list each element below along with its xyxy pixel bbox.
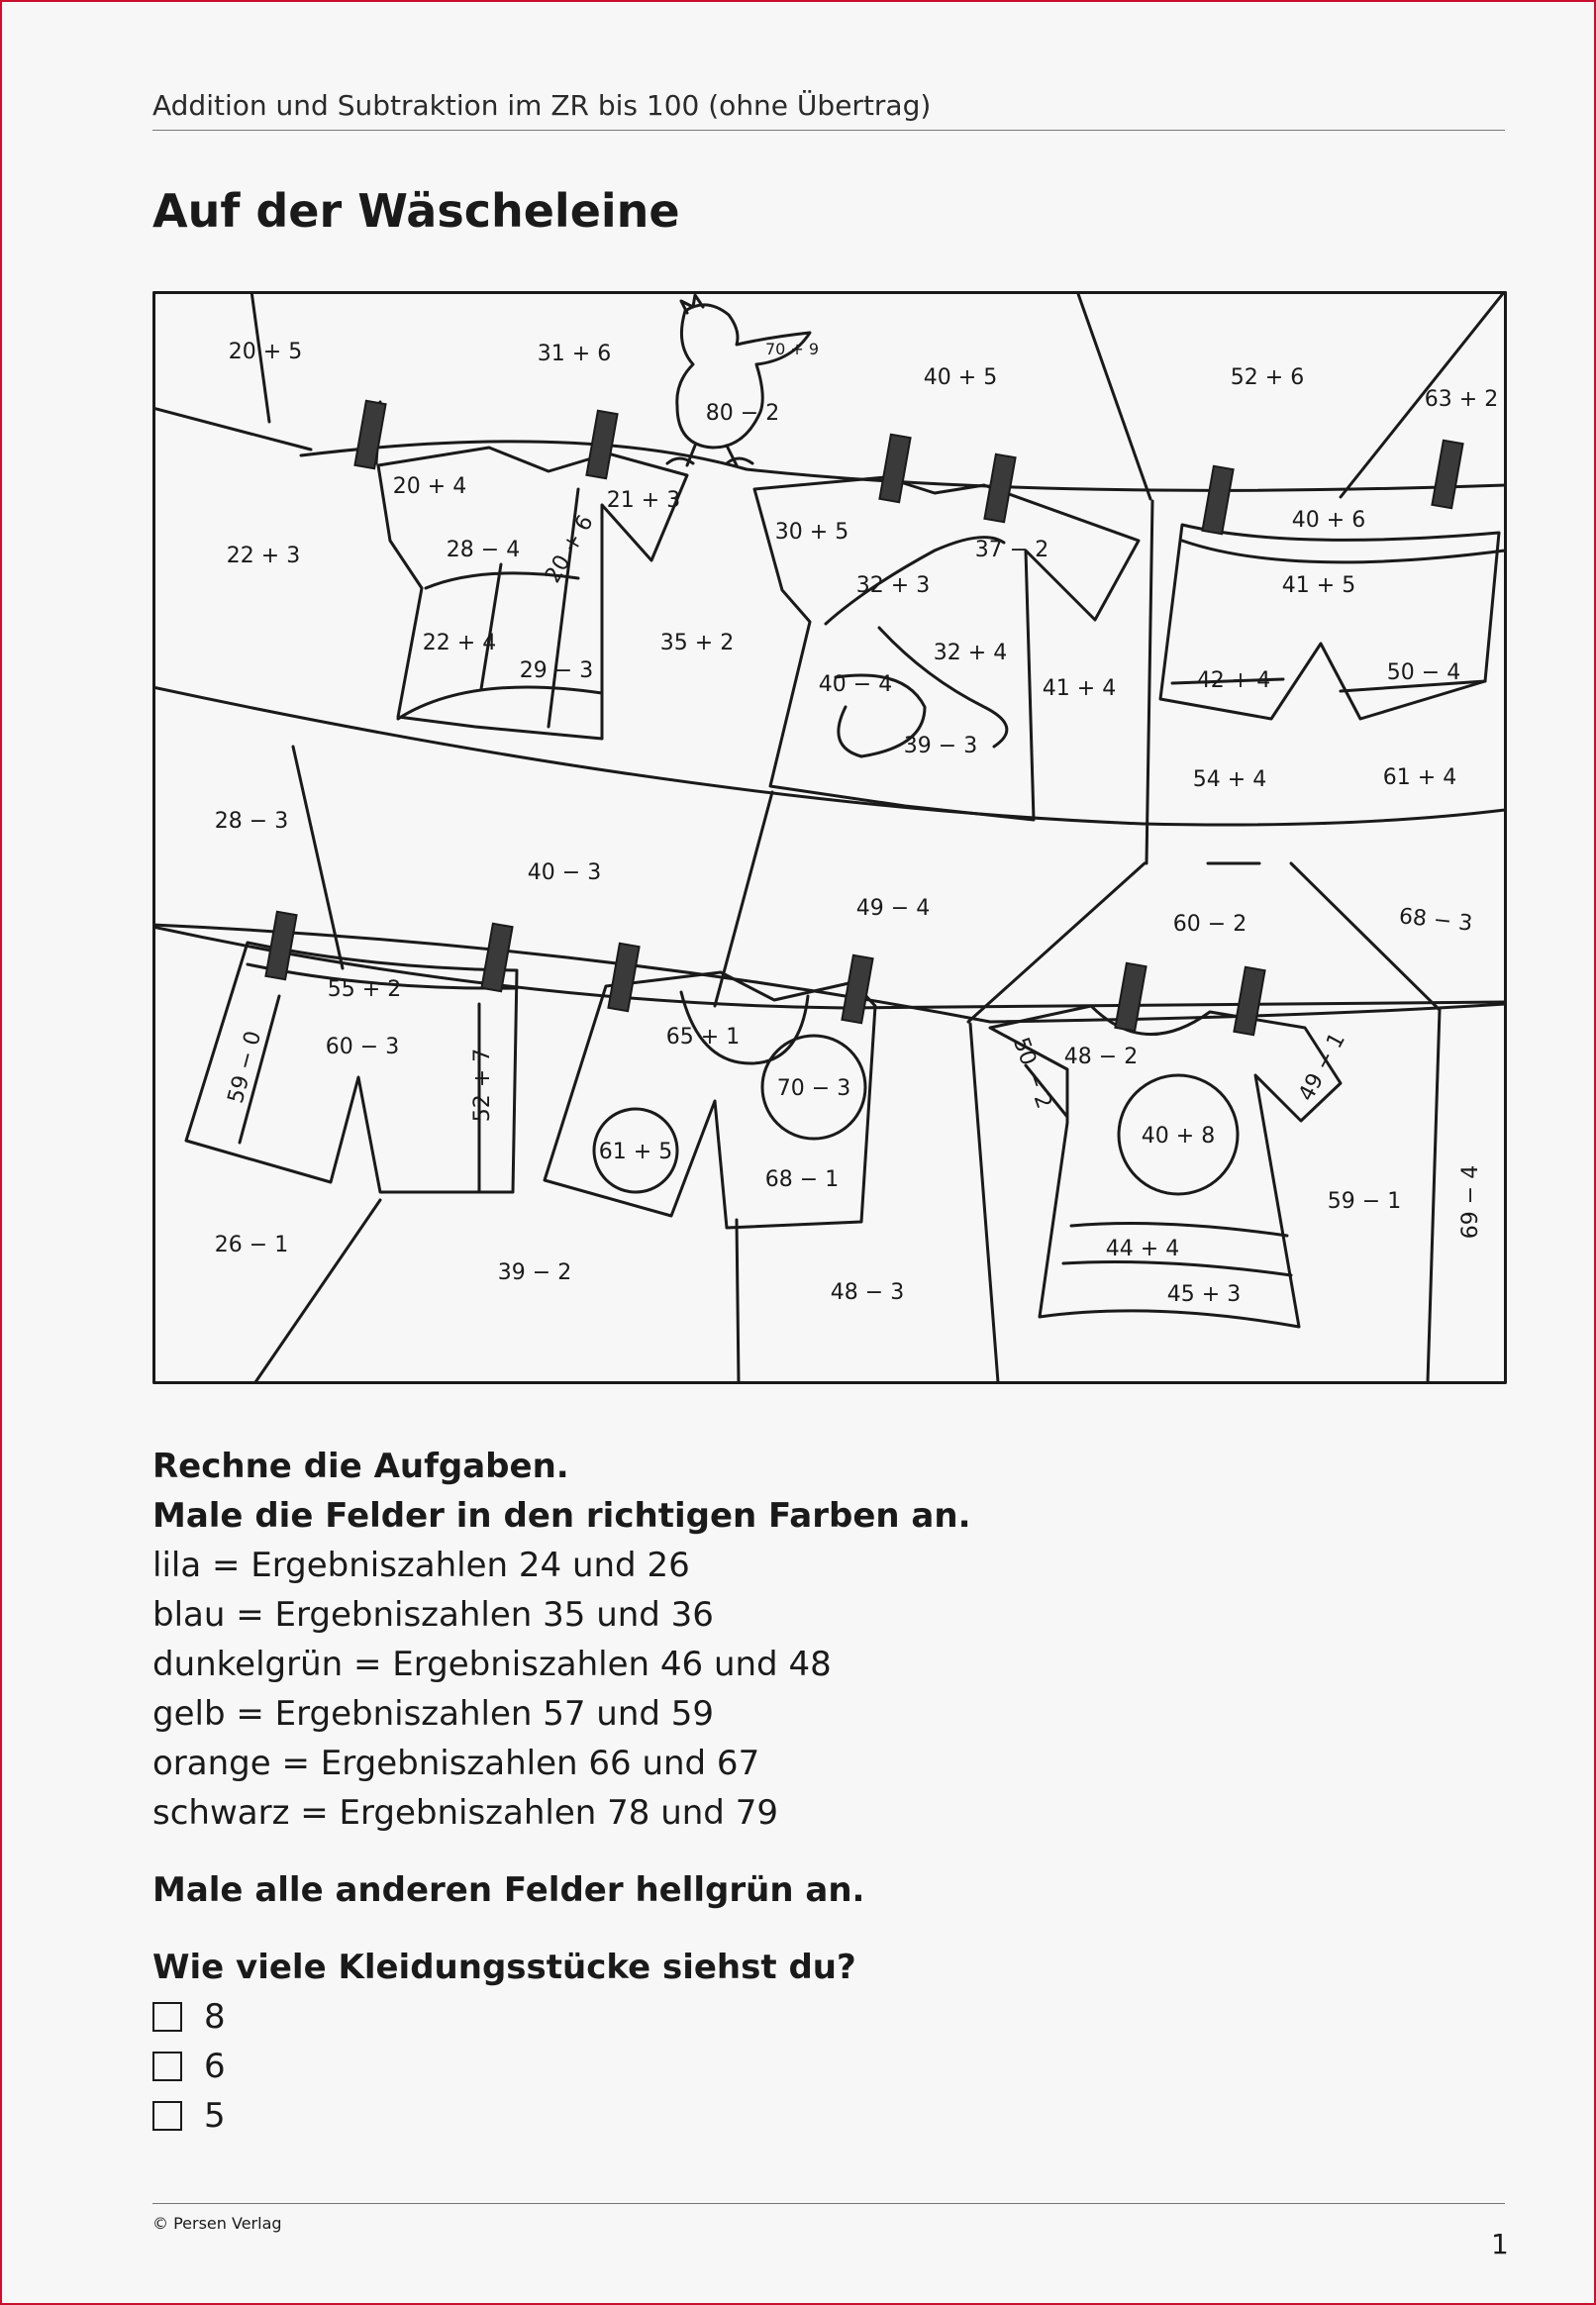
page-title: Auf der Wäscheleine [152, 184, 680, 238]
copyright: © Persen Verlag [152, 2214, 282, 2233]
coloring-picture [152, 291, 1507, 1384]
answer-option[interactable] [152, 1992, 1499, 2042]
color-key-gelb: gelb = Ergebniszahlen 57 und 59 [152, 1694, 715, 1734]
answer-option[interactable] [152, 2042, 1499, 2091]
field-label: 44 + 4 [1105, 1237, 1180, 1261]
field-label: 50 − 4 [1386, 660, 1461, 685]
field-label: 39 − 2 [497, 1260, 572, 1285]
field-label: 31 + 6 [537, 342, 612, 366]
task-color-rest: Male alle anderen Felder hellgrün an. [152, 1870, 865, 1910]
field-label: 30 + 5 [774, 520, 849, 545]
field-label: 65 + 1 [665, 1025, 741, 1050]
field-label: 20 + 4 [392, 474, 467, 499]
field-label: 41 + 5 [1281, 573, 1356, 598]
color-key-lila: lila = Ergebniszahlen 24 und 26 [152, 1546, 690, 1585]
field-label: 49 − 1 [1294, 1029, 1351, 1106]
field-label: 54 + 4 [1192, 767, 1267, 792]
field-label: 32 + 3 [855, 573, 931, 598]
field-label: 40 − 3 [527, 860, 602, 885]
field-label: 42 + 4 [1196, 668, 1271, 693]
page-number: 1 [1491, 2228, 1509, 2260]
option-label: 5 [204, 2096, 226, 2136]
field-label: 40 + 8 [1141, 1124, 1216, 1149]
field-label: 45 + 3 [1166, 1282, 1242, 1307]
field-label: 52 + 6 [1230, 365, 1305, 390]
answer-option[interactable] [152, 2091, 1499, 2141]
field-label: 60 − 3 [325, 1035, 400, 1059]
field-label: 52 + 7 [470, 1048, 495, 1123]
field-label: 49 − 4 [855, 896, 931, 921]
field-label: 50 − 2 [1007, 1034, 1056, 1113]
color-key-orange: orange = Ergebniszahlen 66 und 67 [152, 1744, 760, 1783]
field-label: 20 + 6 [540, 511, 599, 588]
footer-divider [152, 2203, 1505, 2204]
task-calculate: Rechne die Aufgaben. [152, 1447, 569, 1486]
field-label: 70 + 9 [764, 340, 820, 358]
option-label: 6 [204, 2047, 226, 2086]
color-key-dunkelgruen: dunkelgrün = Ergebniszahlen 46 und 48 [152, 1645, 832, 1684]
option-label: 8 [204, 1997, 226, 2037]
field-label: 40 + 6 [1291, 508, 1366, 533]
field-label: 39 − 3 [903, 734, 978, 758]
field-label: 61 + 5 [598, 1140, 673, 1164]
field-label: 60 − 2 [1172, 912, 1247, 937]
field-label: 35 + 2 [659, 631, 735, 655]
field-label: 59 − 0 [223, 1028, 267, 1107]
question: Wie viele Kleidungsstücke siehst du? [152, 1948, 856, 1987]
field-label: 68 − 3 [1397, 904, 1474, 937]
field-label: 28 − 3 [214, 809, 289, 834]
field-label: 41 + 4 [1042, 676, 1117, 701]
color-key-schwarz: schwarz = Ergebniszahlen 78 und 79 [152, 1793, 778, 1833]
field-label: 20 + 5 [228, 340, 303, 364]
field-label: 28 − 4 [446, 538, 521, 562]
field-label: 40 + 5 [923, 365, 998, 390]
field-label: 22 + 4 [422, 631, 497, 655]
field-label: 40 − 4 [818, 672, 893, 697]
field-label: 63 + 2 [1424, 387, 1499, 412]
field-label: 32 + 4 [933, 641, 1008, 665]
checkbox-icon[interactable] [152, 2052, 182, 2081]
instructions [152, 1442, 1499, 2141]
task-color: Male die Felder in den richtigen Farben an. [152, 1496, 971, 1536]
field-label: 80 − 2 [705, 401, 780, 426]
answer-options [152, 1992, 1499, 2141]
field-label: 61 + 4 [1382, 765, 1457, 790]
field-label: 22 + 3 [226, 544, 301, 568]
color-key-blau: blau = Ergebniszahlen 35 und 36 [152, 1595, 714, 1635]
header-divider [152, 130, 1505, 131]
field-label: 69 − 4 [1458, 1164, 1483, 1240]
checkbox-icon[interactable] [152, 2002, 182, 2032]
field-label: 37 − 2 [974, 538, 1049, 562]
page-header: Addition und Subtraktion im ZR bis 100 (ohne Übertrag) [152, 89, 932, 122]
checkbox-icon[interactable] [152, 2101, 182, 2131]
field-label: 59 − 1 [1327, 1189, 1402, 1214]
field-label: 21 + 3 [606, 488, 681, 513]
field-label: 26 − 1 [214, 1233, 289, 1257]
field-label: 48 − 2 [1063, 1045, 1139, 1069]
field-label: 68 − 1 [764, 1167, 840, 1192]
field-label: 48 − 3 [830, 1280, 905, 1305]
field-label: 55 + 2 [327, 977, 402, 1002]
field-label: 70 − 3 [776, 1076, 851, 1101]
field-label: 29 − 3 [519, 658, 594, 683]
